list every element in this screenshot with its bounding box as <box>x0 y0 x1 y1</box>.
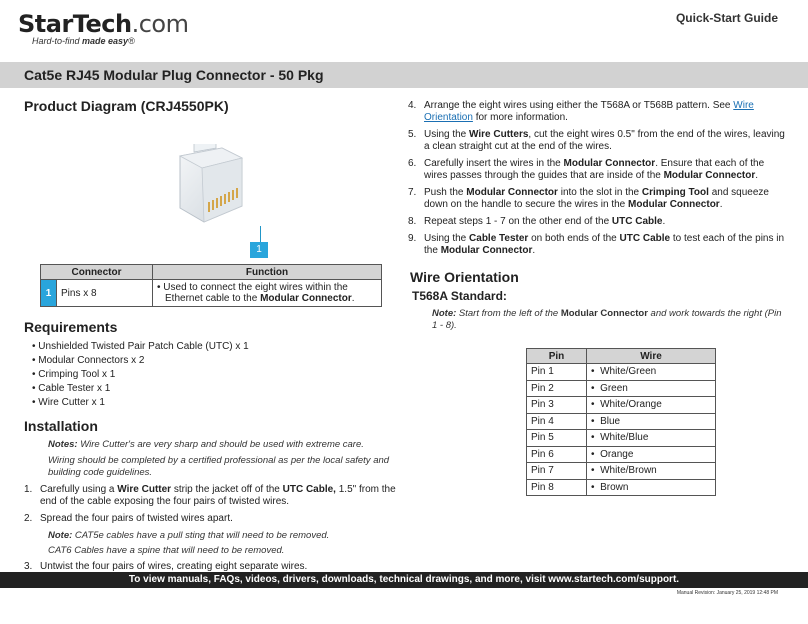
installation-note-2: Wiring should be completed by a certified professional as per the local safety and building code guidelines. <box>48 455 390 478</box>
left-column <box>24 98 396 578</box>
row-number-badge: 1 <box>41 280 57 307</box>
installation-note-1: Notes: Wire Cutter's are very sharp and should be used with extreme care. <box>48 439 364 450</box>
step-7: 7. Push the Modular Connector into the slot in the Crimping Tool and squeeze down on the handle to secure the wires in the Modular Connector. <box>408 187 769 210</box>
step-2: 2. Spread the four pairs of twisted wires apart. <box>24 513 233 524</box>
footer-support-text: To view manuals, FAQs, videos, drivers, downloads, technical drawings, and more, visit www.startech.com/support. <box>128 574 680 585</box>
list-item: • Modular Connectors x 2 <box>32 354 396 368</box>
table-row: Pin 4 • Blue <box>527 413 716 430</box>
list-item: • Crimping Tool x 1 <box>32 368 396 382</box>
product-diagram <box>24 114 396 264</box>
step-1: 1. Carefully using a Wire Cutter strip the jacket off of the UTC Cable, 1.5" from the end of the cable exposing the four pairs of twisted wires. <box>24 484 396 507</box>
doc-type-label: Quick-Start Guide <box>675 11 778 25</box>
table-row: Pin 5 • White/Blue <box>527 430 716 447</box>
installation-steps-right <box>408 100 788 257</box>
list-item: • Wire Cutter x 1 <box>32 396 396 410</box>
col-wire: Wire <box>587 349 716 364</box>
wire-orientation-heading: Wire Orientation <box>410 269 519 285</box>
table-row: Pin 2 • Green <box>527 380 716 397</box>
step-5: 5. Using the Wire Cutters, cut the eight wires 0.5" from the end of the wires, leaving a clean straight cut at the end of the wires. <box>408 129 785 152</box>
requirements-heading: Requirements <box>24 319 118 335</box>
table-row: Pin 7 • White/Brown <box>527 463 716 480</box>
logo-tagline: Hard-to-find made easy® <box>32 36 135 46</box>
col-pin: Pin <box>527 349 587 364</box>
product-diagram-heading: Product Diagram (CRJ4550PK) <box>24 98 229 114</box>
step-8: 8. Repeat steps 1 - 7 on the other end of the UTC Cable. <box>408 216 666 227</box>
installation-steps-left <box>24 484 396 573</box>
startech-logo <box>18 10 188 46</box>
step-6: 6. Carefully insert the wires in the Modular Connector. Ensure that each of the wires passes through the guides that are inside of the Modular Connector. <box>408 158 765 181</box>
table-header-row <box>527 349 716 364</box>
table-row <box>41 280 382 307</box>
table-row: Pin 1 • White/Green <box>527 364 716 381</box>
connector-name: Pins x 8 <box>57 280 153 307</box>
right-column <box>408 100 788 496</box>
function-description: • Used to connect the eight wires within the Ethernet cable to the Modular Connector. <box>153 280 382 307</box>
step-9: 9. Using the Cable Tester on both ends of the UTC Cable to test each of the pins in the Modular Connector. <box>408 233 785 256</box>
step-4: 4. Arrange the eight wires using either the T568A or T568B pattern. See Wire Orientation for more information. <box>408 100 754 123</box>
installation-heading: Installation <box>24 418 98 434</box>
logo-wordmark: StarTech.com <box>18 10 189 38</box>
manual-revision: Manual Revision: January 25, 2019 12:48 PM <box>676 590 778 596</box>
list-item: • Cable Tester x 1 <box>32 382 396 396</box>
pin-wire-table <box>526 348 716 496</box>
title-bar <box>0 62 808 88</box>
requirements-list <box>32 340 396 410</box>
connector-function-table <box>40 264 382 307</box>
table-row: Pin 3 • White/Orange <box>527 397 716 414</box>
rj45-plug-illustration <box>160 144 260 234</box>
table-row: Pin 6 • Orange <box>527 446 716 463</box>
table-header-row <box>41 265 382 280</box>
wire-orientation-link[interactable]: Wire Orientation <box>424 100 754 123</box>
footer-bar <box>0 572 808 588</box>
list-item: • Unshielded Twisted Pair Patch Cable (UTC) x 1 <box>32 340 396 354</box>
installation-note-3: Note: CAT5e cables have a pull sting that will need to be removed. <box>48 530 330 541</box>
col-connector: Connector <box>41 265 153 280</box>
page-title: Cat5e RJ45 Modular Plug Connector - 50 Pkg <box>24 67 324 83</box>
table-row: Pin 8 • Brown <box>527 479 716 496</box>
wire-orientation-note: Note: Start from the left of the Modular Connector and work towards the right (Pin 1 - 8). <box>432 308 782 331</box>
step-3: 3. Untwist the four pairs of wires, creating eight separate wires. <box>24 561 308 572</box>
callout-marker-1: 1 <box>250 242 268 258</box>
t568a-subheading: T568A Standard: <box>412 289 507 303</box>
col-function: Function <box>153 265 382 280</box>
installation-note-4: CAT6 Cables have a spine that will need to be removed. <box>48 545 285 556</box>
